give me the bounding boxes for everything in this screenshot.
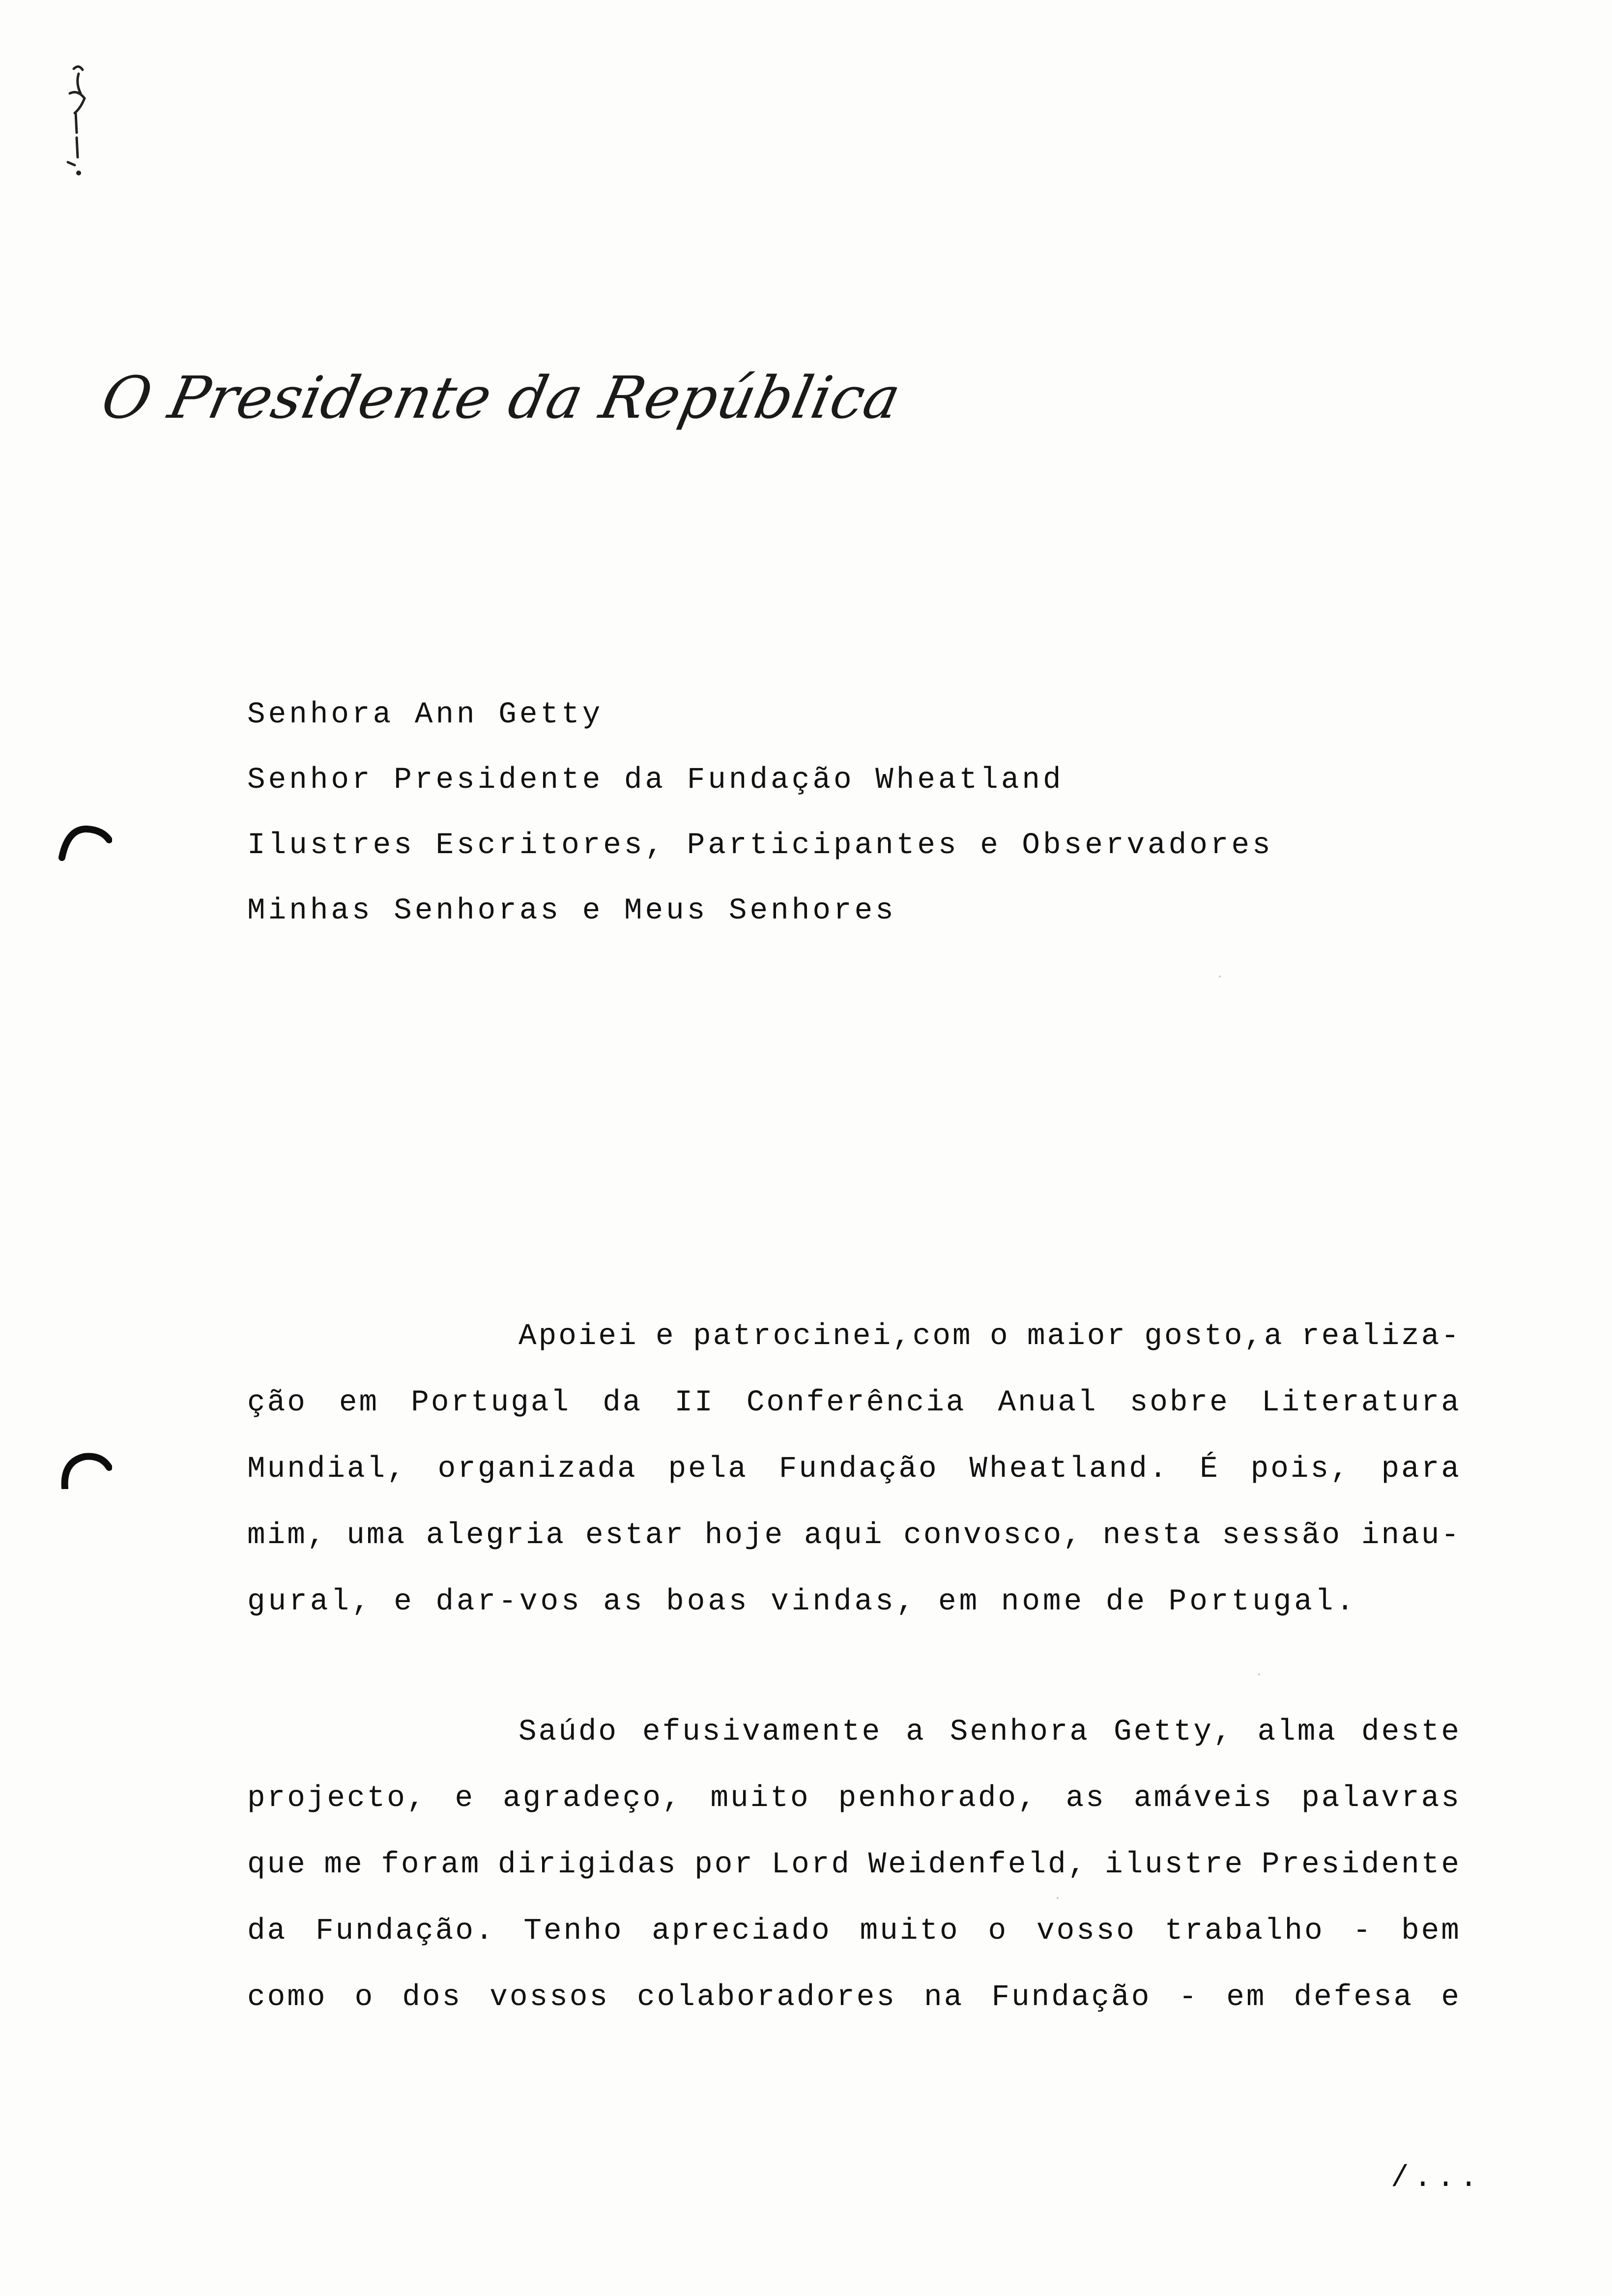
word: Wheatland. xyxy=(969,1452,1169,1486)
word: ção xyxy=(247,1386,307,1420)
word: e xyxy=(1441,1980,1461,2014)
word: pois, xyxy=(1250,1452,1351,1486)
word: projecto, xyxy=(247,1781,427,1815)
word: Presidente xyxy=(1261,1848,1461,1882)
word: Portugal xyxy=(411,1386,571,1420)
paragraph-2-line-2 xyxy=(247,1781,1461,1815)
word: II xyxy=(674,1386,715,1420)
word: Senhora xyxy=(950,1715,1090,1749)
handwritten-margin-mark xyxy=(59,59,98,177)
paper-speck xyxy=(1057,1897,1059,1899)
word: vosso xyxy=(1036,1914,1137,1948)
word: hoje xyxy=(704,1519,785,1552)
word: Anual xyxy=(998,1386,1098,1420)
word: patrocinei,com xyxy=(693,1320,973,1353)
word: maior xyxy=(1027,1320,1127,1353)
paper-speck xyxy=(1258,1673,1260,1675)
salutation-line: Ilustres Escritores, Participantes e Observadores xyxy=(247,829,1273,862)
word: sobre xyxy=(1129,1386,1230,1420)
word: trabalho xyxy=(1164,1914,1324,1948)
word: nesta xyxy=(1102,1519,1203,1552)
word: o xyxy=(988,1914,1008,1948)
word: o xyxy=(989,1320,1010,1353)
word: agradeço, xyxy=(503,1781,683,1815)
paragraph-2-line-4 xyxy=(247,1914,1461,1948)
paragraph-2-line-3 xyxy=(247,1848,1461,1882)
word: estar xyxy=(585,1519,685,1552)
word: Lord xyxy=(771,1848,852,1882)
word: uma xyxy=(346,1519,407,1552)
word: dirigidas xyxy=(498,1848,678,1882)
word: em xyxy=(339,1386,379,1420)
word: - xyxy=(1353,1914,1373,1948)
paragraph-1-line-4 xyxy=(247,1519,1461,1552)
word: as xyxy=(1065,1781,1106,1815)
word: a xyxy=(906,1715,926,1749)
word: da xyxy=(247,1914,288,1948)
page-continuation-mark: /... xyxy=(1391,2161,1483,2195)
word: - xyxy=(1179,1980,1199,2014)
word: deste xyxy=(1361,1715,1461,1749)
word: e xyxy=(656,1320,676,1353)
word: na xyxy=(924,1980,964,2014)
word: da xyxy=(603,1386,643,1420)
word: apreciado xyxy=(652,1914,832,1948)
punch-hole-mark xyxy=(58,1450,112,1489)
word: realiza- xyxy=(1301,1320,1461,1353)
paragraph-2-line-5 xyxy=(247,1980,1461,2014)
word: convosco, xyxy=(903,1519,1083,1552)
word: Mundial, xyxy=(247,1452,407,1486)
word: gosto,a xyxy=(1144,1320,1284,1353)
word: organizada xyxy=(437,1452,637,1486)
word: efusivamente xyxy=(642,1715,882,1749)
word: Weidenfeld, xyxy=(868,1848,1088,1882)
word: alegria xyxy=(426,1519,566,1552)
word: e xyxy=(455,1781,475,1815)
word: dos xyxy=(402,1980,462,2014)
word: colaboradores xyxy=(637,1980,896,2014)
paragraph-1-line-3 xyxy=(247,1452,1461,1486)
paragraph-2-line-1 xyxy=(518,1715,1461,1749)
word: pela xyxy=(668,1452,748,1486)
word: aqui xyxy=(804,1519,884,1552)
word: sessão xyxy=(1222,1519,1342,1552)
word: mim, xyxy=(247,1519,327,1552)
letterhead-title: O Presidente da República xyxy=(96,364,907,431)
word: Conferência xyxy=(746,1386,966,1420)
word: por xyxy=(694,1848,754,1882)
word: palavras xyxy=(1301,1781,1461,1815)
word: Literatura xyxy=(1261,1386,1461,1420)
word: me xyxy=(324,1848,364,1882)
word: Tenho xyxy=(523,1914,624,1948)
word: vossos xyxy=(489,1980,609,2014)
word: para xyxy=(1381,1452,1461,1486)
paper-speck xyxy=(1219,976,1221,977)
paragraph-1-line-1 xyxy=(518,1320,1461,1353)
paragraph-1-line-2 xyxy=(247,1386,1461,1420)
word: muito xyxy=(860,1914,960,1948)
word: Getty, xyxy=(1113,1715,1234,1749)
word: alma xyxy=(1257,1715,1338,1749)
word: em xyxy=(1226,1980,1267,2014)
word: penhorado, xyxy=(838,1781,1038,1815)
word: inau- xyxy=(1361,1519,1461,1552)
salutation-line: Senhor Presidente da Fundação Wheatland xyxy=(247,763,1064,797)
word: bem xyxy=(1401,1914,1461,1948)
word: Apoiei xyxy=(518,1320,638,1353)
punch-hole-mark xyxy=(58,823,112,862)
word: muito xyxy=(710,1781,810,1815)
word: como xyxy=(247,1980,327,2014)
word: que xyxy=(247,1848,307,1882)
paragraph-1-line-5: gural, e dar-vos as boas vindas, em nome de Portugal. xyxy=(247,1585,1357,1619)
word: foram xyxy=(381,1848,481,1882)
word: Fundação xyxy=(991,1980,1151,2014)
word: Saúdo xyxy=(518,1715,619,1749)
word: ilustre xyxy=(1104,1848,1245,1882)
word: defesa xyxy=(1294,1980,1414,2014)
word: amáveis xyxy=(1133,1781,1274,1815)
salutation-line: Minhas Senhoras e Meus Senhores xyxy=(247,894,896,928)
word: Fundação. xyxy=(316,1914,495,1948)
word: É xyxy=(1200,1452,1220,1486)
salutation-line: Senhora Ann Getty xyxy=(247,698,604,732)
word: o xyxy=(354,1980,375,2014)
word: Fundação xyxy=(778,1452,939,1486)
